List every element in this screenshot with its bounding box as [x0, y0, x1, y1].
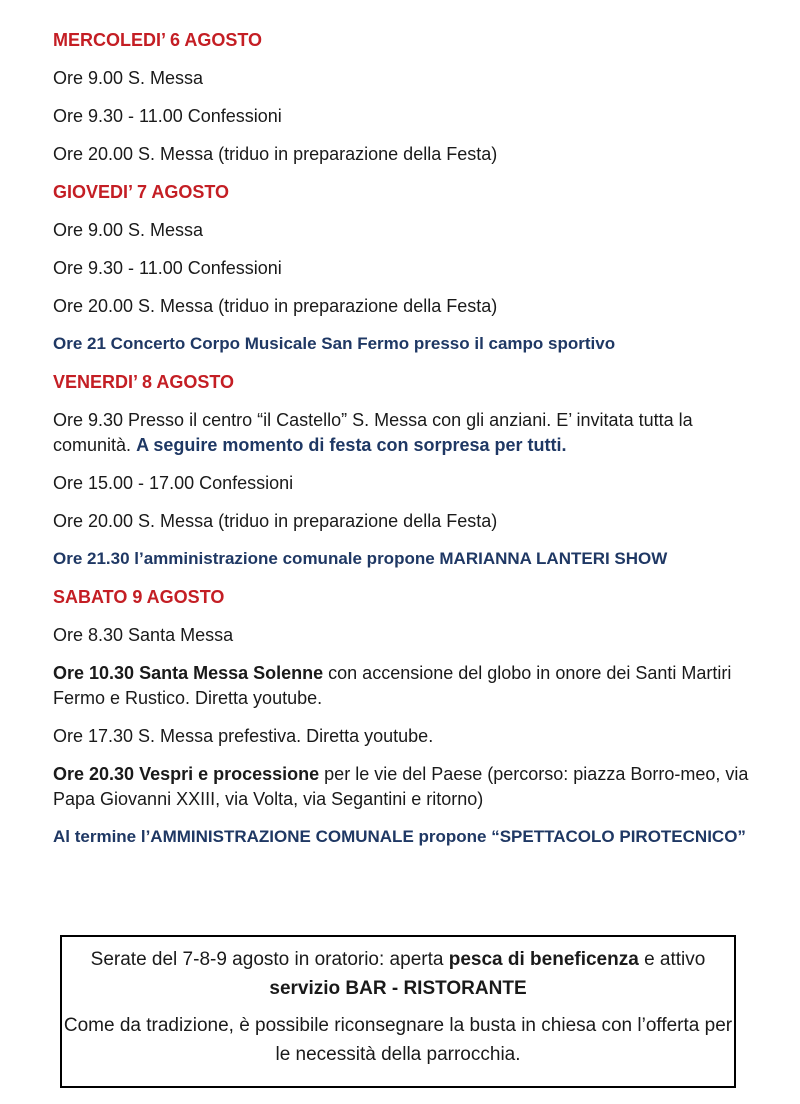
info-box	[60, 935, 736, 1088]
schedule-line	[53, 762, 758, 812]
day-wednesday	[53, 28, 758, 167]
info-text: Serate del 7-8-9 agosto in oratorio: aperta	[90, 949, 444, 970]
day-heading: MERCOLEDI’ 6 AGOSTO	[53, 30, 263, 50]
event-detail: per le vie del Paese (percorso: piazza Borro-meo, via Papa Giovanni XXIII, via Volta, via Segantini e ritorno)	[53, 764, 749, 809]
schedule-line	[53, 661, 758, 711]
day-thursday	[53, 180, 758, 356]
event-title-bold: Ore 20.30 Vespri e processione	[53, 764, 320, 784]
info-paragraph-evenings	[62, 945, 734, 1003]
schedule-line: Ore 20.00 S. Messa (triduo in preparazione della Festa)	[53, 511, 498, 531]
event-title-bold: Ore 10.30 Santa Messa Solenne	[53, 663, 324, 683]
event-detail: con accensione del globo in onore dei Santi Martiri Fermo e Rustico. Diretta youtube.	[53, 663, 732, 708]
event-highlight-inline: A seguire momento di festa con sorpresa per tutti.	[136, 435, 567, 455]
info-text: e attivo	[644, 949, 706, 970]
day-heading: VENERDI’ 8 AGOSTO	[53, 372, 235, 392]
day-friday	[53, 370, 758, 571]
day-heading: GIOVEDI’ 7 AGOSTO	[53, 182, 230, 202]
schedule-line: Ore 9.30 - 11.00 Confessioni	[53, 258, 282, 278]
event-text: Ore 9.30 Presso il centro “il Castello” S. Messa con gli anziani. E’ invitata tutta la comunità.	[53, 410, 693, 455]
day-saturday	[53, 585, 758, 849]
schedule-line: Ore 9.00 S. Messa	[53, 68, 204, 88]
schedule-line: Ore 9.00 S. Messa	[53, 220, 204, 240]
schedule-line: Ore 9.30 - 11.00 Confessioni	[53, 106, 282, 126]
event-highlight: Ore 21.30 l’amministrazione comunale propone MARIANNA LANTERI SHOW	[53, 549, 668, 568]
program-schedule	[53, 28, 758, 863]
info-bold: servizio BAR - RISTORANTE	[269, 978, 527, 999]
info-bold: pesca di beneficenza	[448, 949, 639, 970]
event-highlight: Al termine l’AMMINISTRAZIONE COMUNALE propone “SPETTACOLO PIROTECNICO”	[53, 827, 746, 846]
schedule-line	[53, 408, 758, 458]
schedule-line: Ore 15.00 - 17.00 Confessioni	[53, 473, 294, 493]
day-heading: SABATO 9 AGOSTO	[53, 587, 225, 607]
schedule-line: Ore 20.00 S. Messa (triduo in preparazione della Festa)	[53, 144, 498, 164]
event-highlight: Ore 21 Concerto Corpo Musicale San Fermo presso il campo sportivo	[53, 334, 616, 353]
schedule-line: Ore 20.00 S. Messa (triduo in preparazione della Festa)	[53, 296, 498, 316]
schedule-line: Ore 8.30 Santa Messa	[53, 625, 234, 645]
info-paragraph-offering: Come da tradizione, è possibile riconsegnare la busta in chiesa con l’offerta per le necessità della parrocchia.	[63, 1015, 733, 1065]
schedule-line: Ore 17.30 S. Messa prefestiva. Diretta youtube.	[53, 726, 434, 746]
